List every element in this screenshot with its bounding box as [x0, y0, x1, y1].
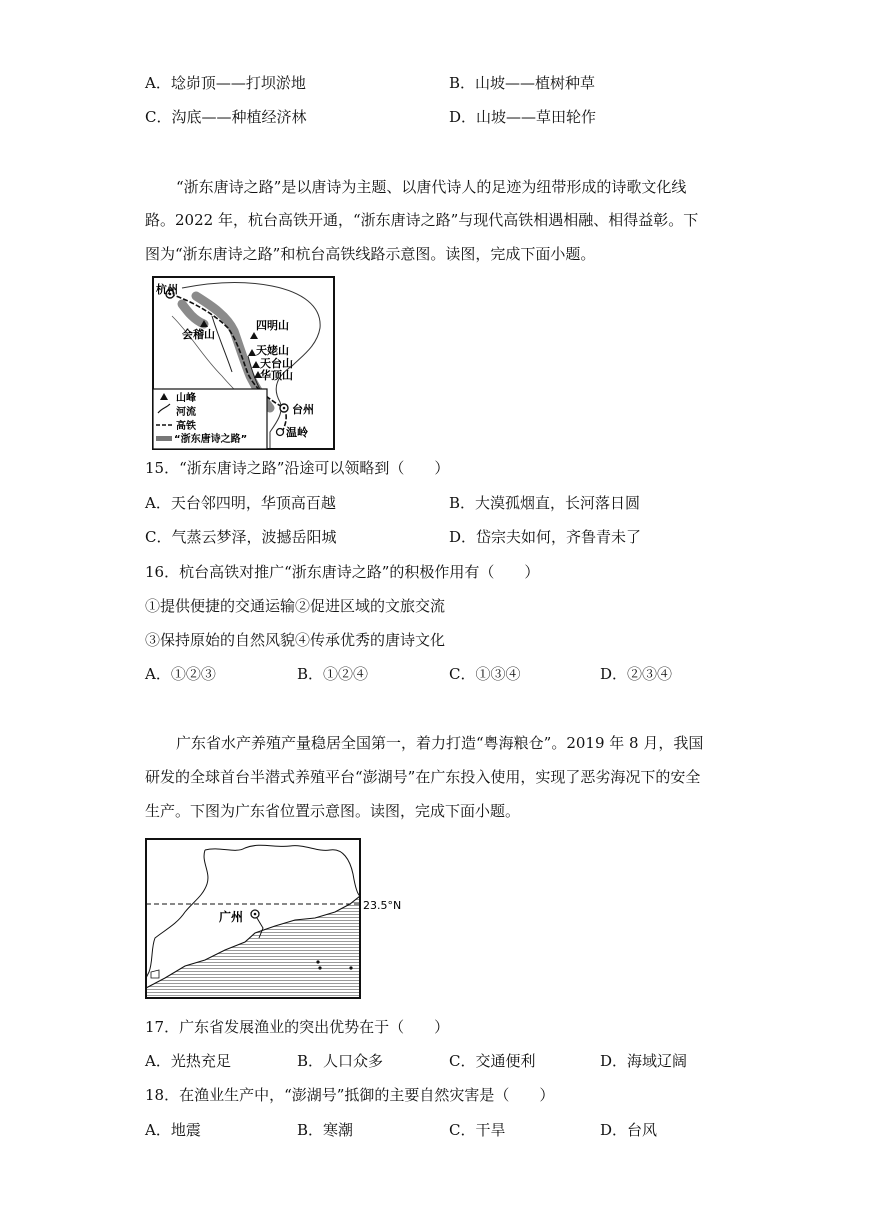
- q15-option-b: B．大漠孤烟直，长河落日圆: [449, 494, 641, 512]
- map1-label-siming: 四明山: [256, 319, 289, 332]
- map1-legend-river: 河流: [176, 407, 196, 418]
- guangdong-location-map: [145, 838, 415, 1000]
- q14-option-c: C．沟底——种植经济林: [145, 108, 307, 126]
- passage1-line-1: “浙东唐诗之路”是以唐诗为主题、以唐代诗人的足迹为纽带形成的诗歌文化线: [176, 178, 687, 196]
- q17-option-a: A．光热充足: [145, 1052, 231, 1070]
- q16-item-1: ①提供便捷的交通运输②促进区域的文旅交流: [145, 597, 446, 615]
- passage2-line-2: 研发的全球首台半潜式养殖平台“澎湖号”在广东投入使用，实现了恶劣海况下的安全: [145, 768, 701, 786]
- map2-label-guangzhou: 广州: [219, 910, 244, 924]
- q17-stem: 17．广东省发展渔业的突出优势在于（ ）: [145, 1018, 450, 1036]
- q17-option-b: B．人口众多: [297, 1052, 384, 1070]
- q14-option-b: B．山坡——植树种草: [449, 74, 596, 92]
- q18-option-d: D．台风: [600, 1121, 658, 1139]
- map1-legend-peak: 山峰: [176, 393, 196, 404]
- map1-label-taizhou: 台州: [292, 403, 314, 416]
- map2-latitude-label: 23.5°N: [363, 899, 402, 912]
- q18-option-a: A．地震: [145, 1121, 201, 1139]
- passage1-line-3: 图为“浙东唐诗之路”和杭台高铁线路示意图。读图，完成下面小题。: [145, 245, 596, 263]
- map1-label-huading: 华顶山: [260, 369, 293, 382]
- q16-option-c: C．①③④: [449, 665, 521, 683]
- passage2-line-1: 广东省水产养殖产量稳居全国第一，着力打造“粤海粮仓”。2019 年 8 月，我国: [176, 734, 704, 752]
- q14-option-a: A．埝峁顶——打坝淤地: [145, 74, 306, 92]
- q15-option-d: D．岱宗夫如何，齐鲁青未了: [449, 528, 642, 546]
- passage1-line-2: 路。2022 年，杭台高铁开通，“浙东唐诗之路”与现代高铁相遇相融、相得益彰。下: [145, 211, 699, 229]
- q15-option-a: A．天台邻四明，华顶高百越: [145, 494, 336, 512]
- q15-stem: 15．“浙东唐诗之路”沿途可以领略到（ ）: [145, 459, 450, 477]
- q18-option-c: C．干旱: [449, 1121, 506, 1139]
- q18-stem: 18．在渔业生产中，“澎湖号”抵御的主要自然灾害是（ ）: [145, 1086, 555, 1104]
- q16-option-d: D．②③④: [600, 665, 673, 683]
- q18-option-b: B．寒潮: [297, 1121, 354, 1139]
- map1-label-hangzhou: 杭州: [156, 283, 178, 296]
- q16-item-2: ③保持原始的自然风貌④传承优秀的唐诗文化: [145, 631, 446, 649]
- map1-label-wenling: 温岭: [286, 426, 308, 439]
- q16-stem: 16．杭台高铁对推广“浙东唐诗之路”的积极作用有（ ）: [145, 563, 540, 581]
- map1-legend-road: “浙东唐诗之路”: [174, 434, 248, 445]
- q16-option-a: A．①②③: [145, 665, 216, 683]
- q15-option-c: C．气蒸云梦泽，波撼岳阳城: [145, 528, 337, 546]
- map1-label-tianmu: 天姥山: [256, 344, 289, 357]
- q17-option-c: C．交通便利: [449, 1052, 536, 1070]
- zhedong-route-map: [152, 276, 335, 450]
- map1-label-kuaiji: 会稽山: [182, 328, 215, 341]
- map1-legend-rail: 高铁: [176, 421, 196, 432]
- passage2-line-3: 生产。下图为广东省位置示意图。读图，完成下面小题。: [145, 802, 521, 820]
- q16-option-b: B．①②④: [297, 665, 369, 683]
- map1-label-tiantai: 天台山: [260, 357, 293, 370]
- q14-option-d: D．山坡——草田轮作: [449, 108, 597, 126]
- q17-option-d: D．海域辽阔: [600, 1052, 688, 1070]
